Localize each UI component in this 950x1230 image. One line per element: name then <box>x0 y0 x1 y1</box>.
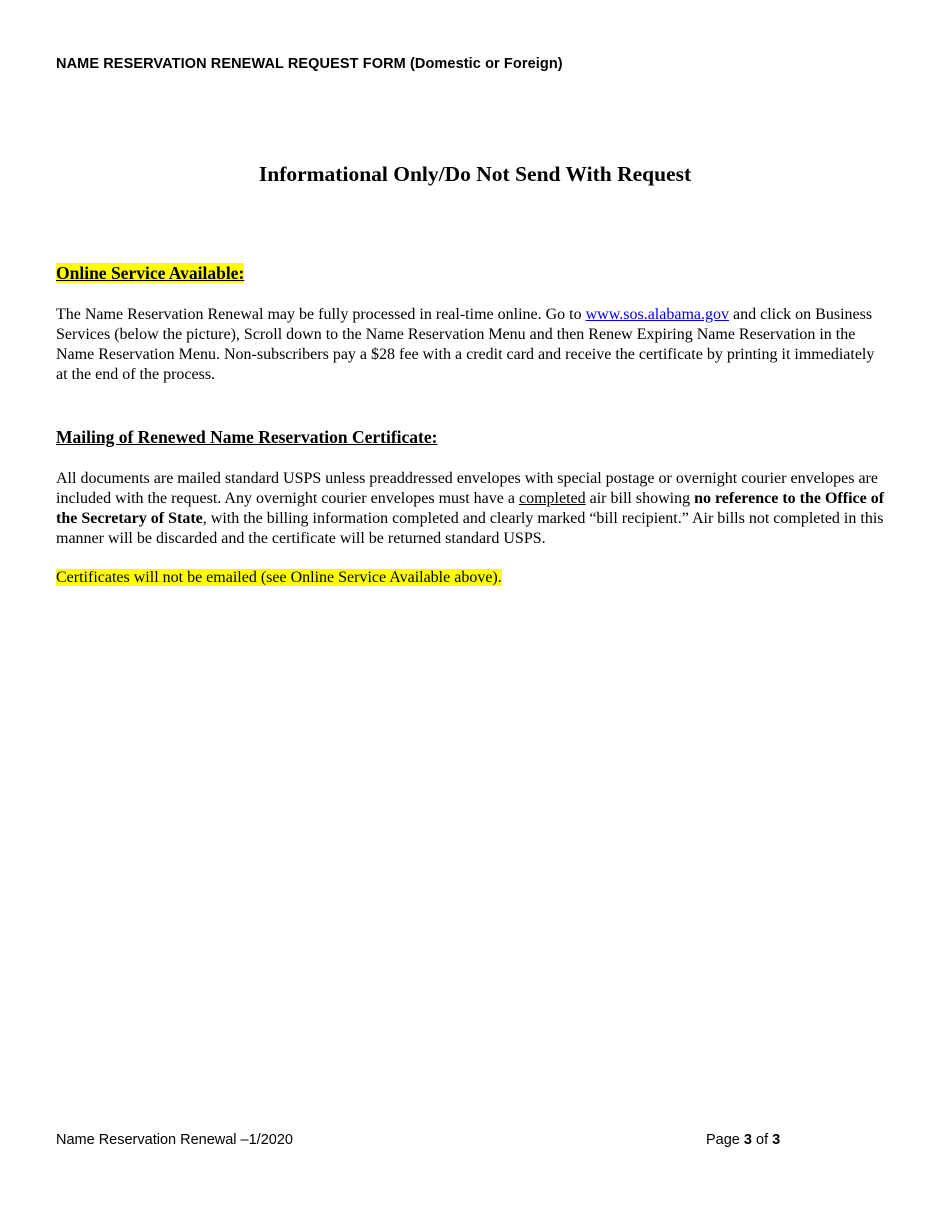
completed-word: completed <box>518 490 586 507</box>
page-current: 3 <box>743 1132 752 1148</box>
no-reference-bold-text: no reference to the Office of the Secretary of State <box>56 490 885 527</box>
online-text-after-link: and click on Business Services (below the picture), Scroll down to the Name Reservation Menu and then Renew Expiring Name Reservation in the Name Reservation Menu. Non-subscribers pay a $28 fee with a credit card and receive the certificate by printing it immediately at the end of the process. <box>56 306 875 383</box>
mailing-text-part2: air bill showing <box>585 490 695 507</box>
page-total: 3 <box>772 1132 781 1148</box>
mailing-heading: Mailing of Renewed Name Reservation Certificate: <box>56 427 438 447</box>
online-service-heading <box>56 263 244 284</box>
email-note: Certificates will not be emailed (see Online Service Available above). <box>56 569 502 586</box>
main-heading: Informational Only/Do Not Send With Request <box>258 162 692 186</box>
mailing-text-part3: , with the billing information completed and clearly marked “bill recipient.” Air bills not completed in this manner will be discarded and the certificate will be returned standard USPS. <box>56 510 884 547</box>
page-separator: of <box>751 1132 773 1148</box>
online-text-before-link: The Name Reservation Renewal may be fully processed in real-time online. Go to <box>56 306 586 323</box>
form-header-title: NAME RESERVATION RENEWAL REQUEST FORM (Domestic or Foreign) <box>56 56 563 72</box>
online-service-heading-text: Online Service Available: <box>56 263 245 283</box>
footer-form-label: Name Reservation Renewal –1/2020 <box>56 1132 293 1148</box>
mailing-paragraph <box>56 469 888 549</box>
online-service-paragraph <box>56 305 888 385</box>
page-prefix: Page <box>706 1132 744 1148</box>
sos-website-link[interactable]: www.sos.alabama.gov <box>585 306 729 323</box>
email-note-paragraph <box>56 568 888 588</box>
footer-page-number <box>706 1132 780 1148</box>
mailing-text-part1: All documents are mailed standard USPS unless preaddressed envelopes with special postage or overnight courier envelopes are included with the request. Any overnight courier envelopes must have a <box>56 470 878 507</box>
